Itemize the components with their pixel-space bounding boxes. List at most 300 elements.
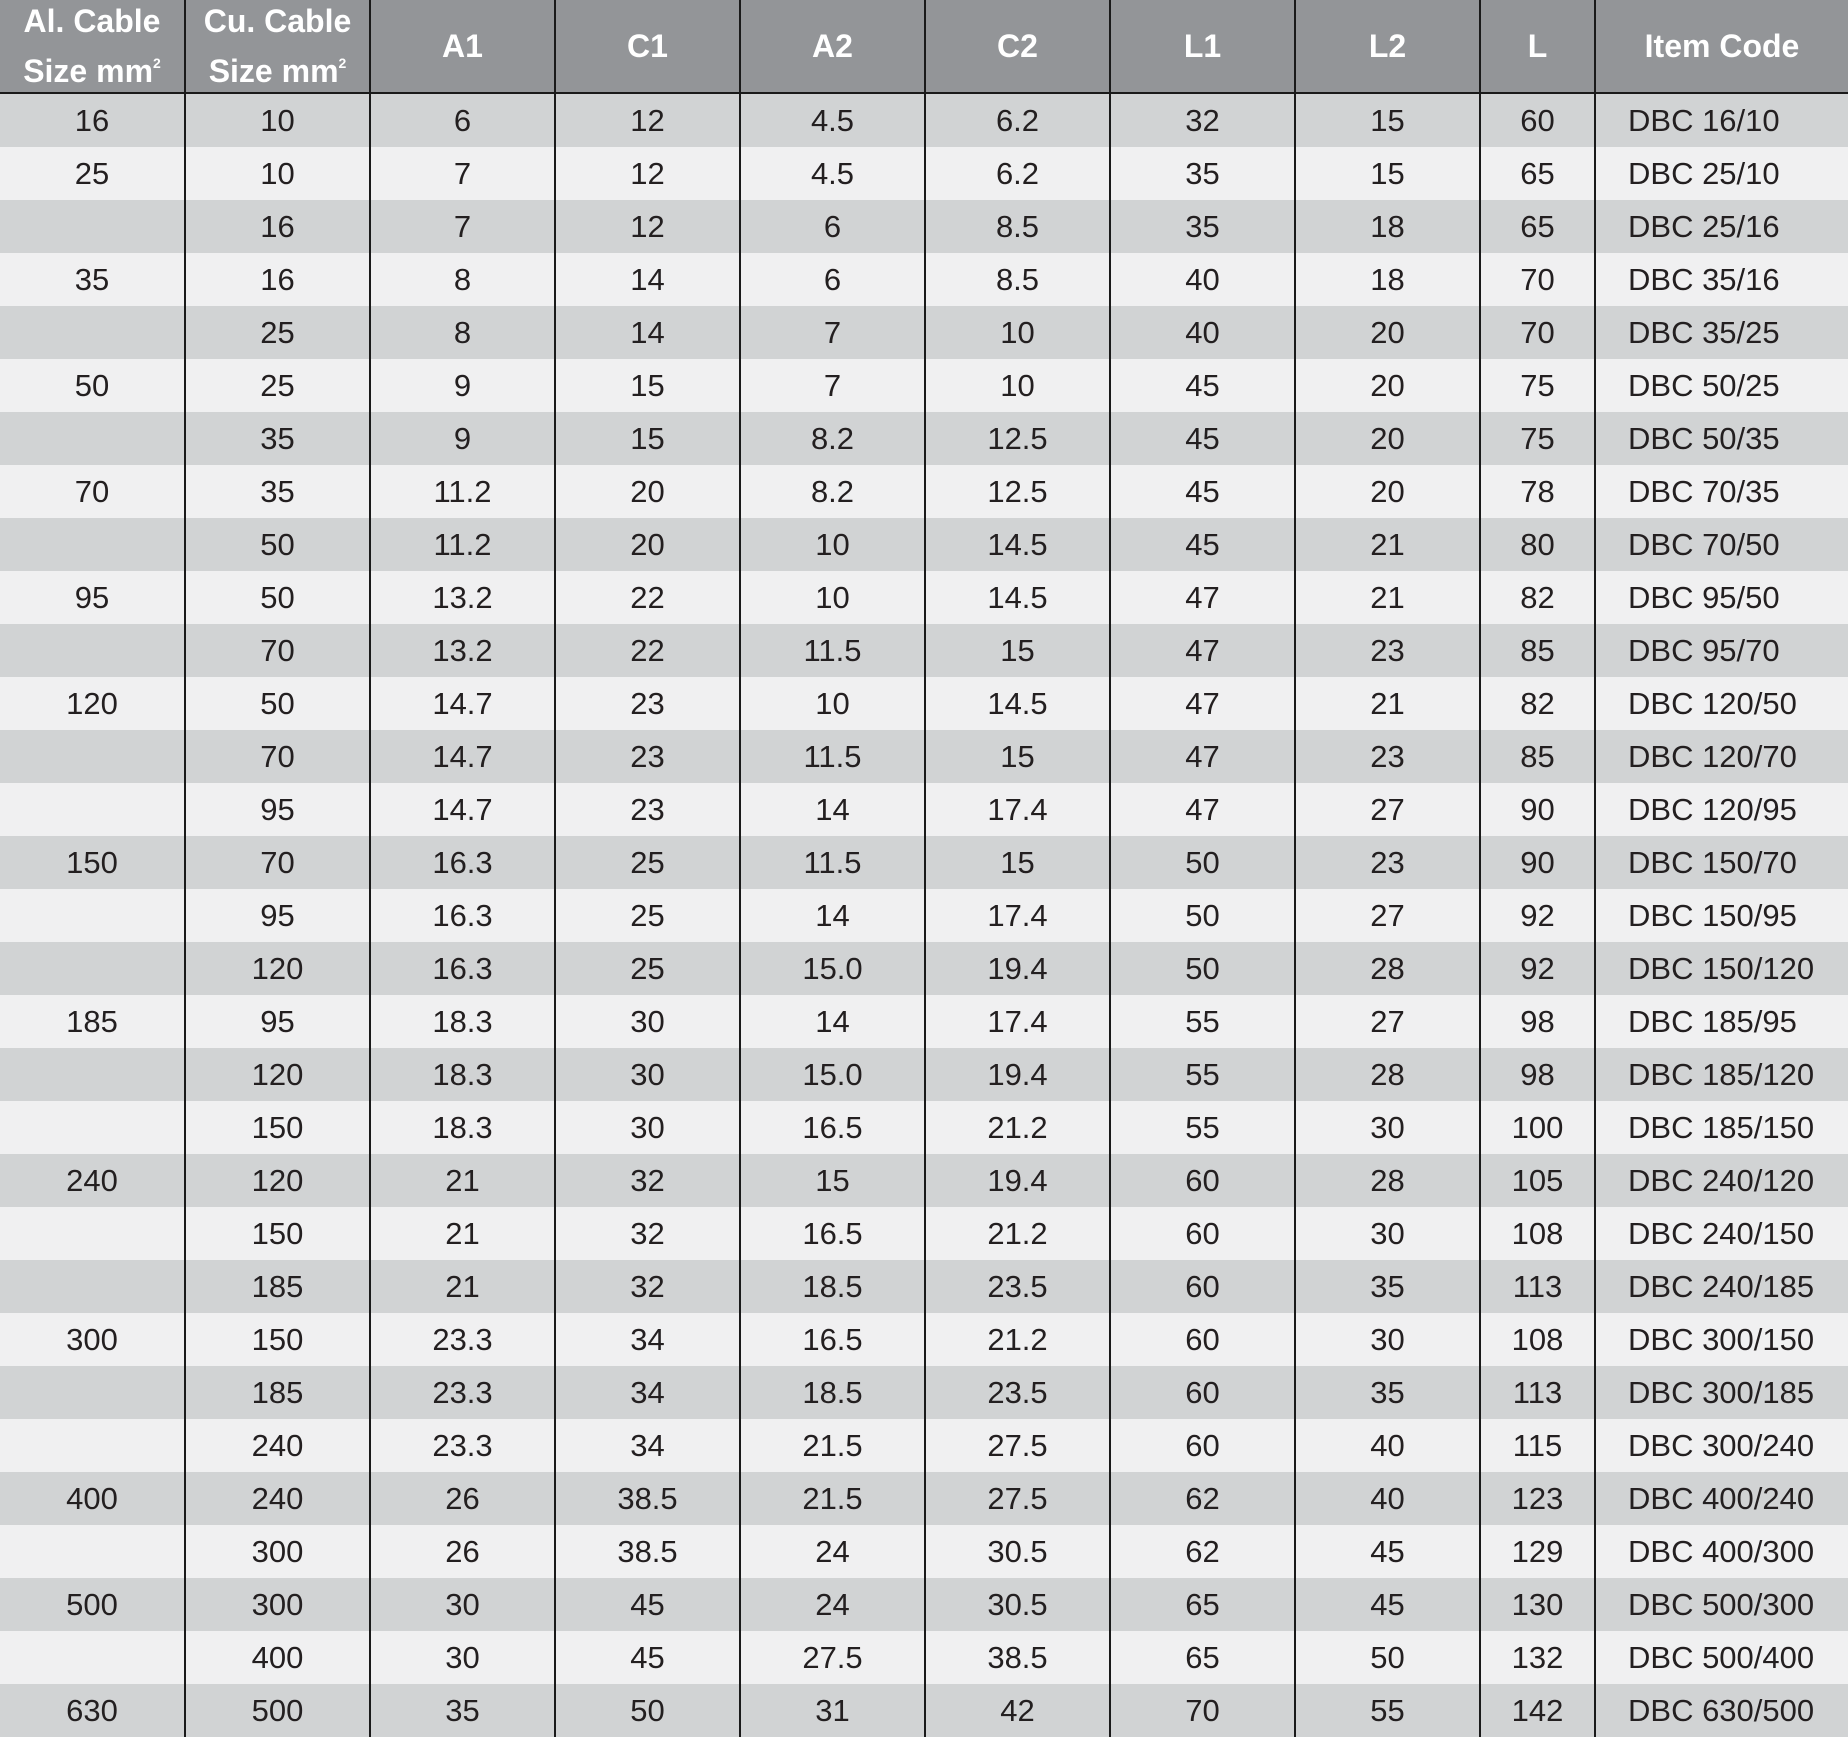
col-header-cu-cable-size: Cu. Cable Size $mm^2$	[185, 0, 370, 93]
c1-cell: 25	[555, 836, 740, 889]
col-header-l: L	[1480, 0, 1595, 93]
a1-cell: 7	[370, 147, 555, 200]
l1-cell: 60	[1110, 1207, 1295, 1260]
cu-size-cell: 500	[185, 1684, 370, 1737]
l1-cell: 50	[1110, 889, 1295, 942]
al-size-cell	[0, 624, 185, 677]
a1-cell: 16.3	[370, 889, 555, 942]
l2-cell: 45	[1295, 1525, 1480, 1578]
al-size-cell	[0, 730, 185, 783]
c1-cell: 50	[555, 1684, 740, 1737]
c2-cell: 23.5	[925, 1366, 1110, 1419]
table-row	[0, 571, 1848, 624]
l-cell: 75	[1480, 359, 1595, 412]
al-size-cell: 185	[0, 995, 185, 1048]
cu-size-cell: 150	[185, 1313, 370, 1366]
item-code-cell: DBC 50/35	[1595, 412, 1848, 465]
al-size-cell	[0, 1101, 185, 1154]
l1-cell: 47	[1110, 571, 1295, 624]
c2-cell: 12.5	[925, 412, 1110, 465]
l1-cell: 35	[1110, 200, 1295, 253]
col-header-c1: C1	[555, 0, 740, 93]
l-cell: 92	[1480, 889, 1595, 942]
l1-cell: 70	[1110, 1684, 1295, 1737]
l-cell: 108	[1480, 1313, 1595, 1366]
col-header-a2: A2	[740, 0, 925, 93]
c1-cell: 34	[555, 1419, 740, 1472]
c1-cell: 22	[555, 624, 740, 677]
l-cell: 70	[1480, 253, 1595, 306]
l2-cell: 40	[1295, 1419, 1480, 1472]
c2-cell: 42	[925, 1684, 1110, 1737]
table-row	[0, 889, 1848, 942]
a2-cell: 8.2	[740, 465, 925, 518]
a1-cell: 9	[370, 412, 555, 465]
col-header-l2: L2	[1295, 0, 1480, 93]
a1-cell: 23.3	[370, 1366, 555, 1419]
al-size-cell	[0, 1048, 185, 1101]
a1-cell: 35	[370, 1684, 555, 1737]
cu-size-cell: 16	[185, 253, 370, 306]
c2-cell: 30.5	[925, 1525, 1110, 1578]
a1-cell: 9	[370, 359, 555, 412]
a2-cell: 16.5	[740, 1313, 925, 1366]
cu-size-cell: 300	[185, 1578, 370, 1631]
c2-cell: 21.2	[925, 1313, 1110, 1366]
l-cell: 132	[1480, 1631, 1595, 1684]
l1-cell: 40	[1110, 253, 1295, 306]
cu-size-cell: 10	[185, 93, 370, 147]
table-row	[0, 306, 1848, 359]
a2-cell: 21.5	[740, 1472, 925, 1525]
c1-cell: 45	[555, 1631, 740, 1684]
l-cell: 130	[1480, 1578, 1595, 1631]
l1-cell: 65	[1110, 1631, 1295, 1684]
cu-size-cell: 50	[185, 518, 370, 571]
al-size-cell: 70	[0, 465, 185, 518]
l1-cell: 45	[1110, 359, 1295, 412]
c2-cell: 8.5	[925, 253, 1110, 306]
a2-cell: 24	[740, 1578, 925, 1631]
l2-cell: 21	[1295, 571, 1480, 624]
l-cell: 60	[1480, 93, 1595, 147]
a1-cell: 13.2	[370, 571, 555, 624]
cu-size-cell: 150	[185, 1101, 370, 1154]
table-row	[0, 783, 1848, 836]
table-row	[0, 1472, 1848, 1525]
l2-cell: 21	[1295, 677, 1480, 730]
c2-cell: 14.5	[925, 518, 1110, 571]
c1-cell: 25	[555, 942, 740, 995]
table-row	[0, 200, 1848, 253]
c1-cell: 30	[555, 1048, 740, 1101]
l2-cell: 28	[1295, 1154, 1480, 1207]
c1-cell: 15	[555, 412, 740, 465]
c1-cell: 23	[555, 677, 740, 730]
l2-cell: 45	[1295, 1578, 1480, 1631]
item-code-cell: DBC 185/150	[1595, 1101, 1848, 1154]
l2-cell: 23	[1295, 836, 1480, 889]
l-cell: 113	[1480, 1260, 1595, 1313]
a1-cell: 21	[370, 1260, 555, 1313]
cu-size-cell: 10	[185, 147, 370, 200]
l-cell: 85	[1480, 730, 1595, 783]
l2-cell: 18	[1295, 200, 1480, 253]
a1-cell: 16.3	[370, 836, 555, 889]
col-header-al-cable-size: Al. Cable Size $mm^2$	[0, 0, 185, 93]
item-code-cell: DBC 16/10	[1595, 93, 1848, 147]
l-cell: 82	[1480, 571, 1595, 624]
l-cell: 90	[1480, 783, 1595, 836]
c1-cell: 12	[555, 93, 740, 147]
al-size-cell	[0, 1260, 185, 1313]
a2-cell: 7	[740, 359, 925, 412]
l2-cell: 23	[1295, 730, 1480, 783]
table-row	[0, 1578, 1848, 1631]
table-row	[0, 1101, 1848, 1154]
l1-cell: 35	[1110, 147, 1295, 200]
c2-cell: 8.5	[925, 200, 1110, 253]
c2-cell: 12.5	[925, 465, 1110, 518]
a1-cell: 7	[370, 200, 555, 253]
c2-cell: 23.5	[925, 1260, 1110, 1313]
l-cell: 70	[1480, 306, 1595, 359]
cu-size-cell: 240	[185, 1419, 370, 1472]
table-row	[0, 518, 1848, 571]
al-size-cell	[0, 1631, 185, 1684]
cu-size-cell: 70	[185, 624, 370, 677]
a1-cell: 14.7	[370, 677, 555, 730]
l-cell: 92	[1480, 942, 1595, 995]
table-row	[0, 93, 1848, 147]
c2-cell: 15	[925, 730, 1110, 783]
a2-cell: 4.5	[740, 93, 925, 147]
al-size-cell	[0, 942, 185, 995]
l1-cell: 50	[1110, 942, 1295, 995]
al-size-cell	[0, 518, 185, 571]
l2-cell: 30	[1295, 1313, 1480, 1366]
item-code-cell: DBC 95/70	[1595, 624, 1848, 677]
c1-cell: 34	[555, 1366, 740, 1419]
l1-cell: 60	[1110, 1313, 1295, 1366]
c2-cell: 14.5	[925, 677, 1110, 730]
l-cell: 100	[1480, 1101, 1595, 1154]
a2-cell: 11.5	[740, 624, 925, 677]
c1-cell: 32	[555, 1154, 740, 1207]
table-row	[0, 624, 1848, 677]
c2-cell: 17.4	[925, 783, 1110, 836]
a1-cell: 30	[370, 1631, 555, 1684]
c1-cell: 15	[555, 359, 740, 412]
c1-cell: 14	[555, 306, 740, 359]
c1-cell: 25	[555, 889, 740, 942]
a1-cell: 8	[370, 306, 555, 359]
cu-size-cell: 35	[185, 465, 370, 518]
a1-cell: 18.3	[370, 995, 555, 1048]
al-size-cell	[0, 1419, 185, 1472]
item-code-cell: DBC 50/25	[1595, 359, 1848, 412]
table-row	[0, 253, 1848, 306]
a2-cell: 16.5	[740, 1207, 925, 1260]
c2-cell: 19.4	[925, 942, 1110, 995]
a2-cell: 24	[740, 1525, 925, 1578]
l-cell: 98	[1480, 1048, 1595, 1101]
l2-cell: 15	[1295, 147, 1480, 200]
table-row	[0, 836, 1848, 889]
cu-size-cell: 400	[185, 1631, 370, 1684]
cu-size-cell: 120	[185, 942, 370, 995]
a2-cell: 11.5	[740, 836, 925, 889]
l1-cell: 62	[1110, 1525, 1295, 1578]
l2-cell: 30	[1295, 1207, 1480, 1260]
l2-cell: 30	[1295, 1101, 1480, 1154]
col-header-c2: C2	[925, 0, 1110, 93]
a1-cell: 21	[370, 1154, 555, 1207]
a1-cell: 21	[370, 1207, 555, 1260]
a1-cell: 8	[370, 253, 555, 306]
header-row	[0, 0, 1848, 93]
l-cell: 105	[1480, 1154, 1595, 1207]
a2-cell: 10	[740, 677, 925, 730]
item-code-cell: DBC 120/50	[1595, 677, 1848, 730]
al-size-cell	[0, 889, 185, 942]
l1-cell: 45	[1110, 412, 1295, 465]
a2-cell: 14	[740, 995, 925, 1048]
a1-cell: 11.2	[370, 465, 555, 518]
c1-cell: 20	[555, 518, 740, 571]
al-size-cell: 240	[0, 1154, 185, 1207]
table-row	[0, 359, 1848, 412]
col-header-item-code: Item Code	[1595, 0, 1848, 93]
cu-size-cell: 185	[185, 1260, 370, 1313]
a2-cell: 15.0	[740, 942, 925, 995]
item-code-cell: DBC 240/120	[1595, 1154, 1848, 1207]
table-row	[0, 1207, 1848, 1260]
l-cell: 113	[1480, 1366, 1595, 1419]
l1-cell: 65	[1110, 1578, 1295, 1631]
l2-cell: 35	[1295, 1366, 1480, 1419]
l1-cell: 47	[1110, 730, 1295, 783]
a1-cell: 18.3	[370, 1101, 555, 1154]
l-cell: 65	[1480, 147, 1595, 200]
l-cell: 98	[1480, 995, 1595, 1048]
l2-cell: 28	[1295, 942, 1480, 995]
c2-cell: 38.5	[925, 1631, 1110, 1684]
c1-cell: 23	[555, 783, 740, 836]
item-code-cell: DBC 95/50	[1595, 571, 1848, 624]
l2-cell: 20	[1295, 306, 1480, 359]
l2-cell: 35	[1295, 1260, 1480, 1313]
a2-cell: 14	[740, 889, 925, 942]
table-row	[0, 1260, 1848, 1313]
item-code-cell: DBC 500/400	[1595, 1631, 1848, 1684]
a2-cell: 18.5	[740, 1366, 925, 1419]
a1-cell: 11.2	[370, 518, 555, 571]
c1-cell: 12	[555, 147, 740, 200]
cu-size-cell: 25	[185, 306, 370, 359]
c2-cell: 6.2	[925, 93, 1110, 147]
l2-cell: 28	[1295, 1048, 1480, 1101]
c2-cell: 10	[925, 306, 1110, 359]
l1-cell: 60	[1110, 1366, 1295, 1419]
c2-cell: 15	[925, 624, 1110, 677]
cu-size-cell: 150	[185, 1207, 370, 1260]
l2-cell: 50	[1295, 1631, 1480, 1684]
item-code-cell: DBC 70/35	[1595, 465, 1848, 518]
al-size-cell: 150	[0, 836, 185, 889]
a2-cell: 14	[740, 783, 925, 836]
c1-cell: 23	[555, 730, 740, 783]
item-code-cell: DBC 150/95	[1595, 889, 1848, 942]
l1-cell: 60	[1110, 1260, 1295, 1313]
l1-cell: 47	[1110, 783, 1295, 836]
item-code-cell: DBC 150/70	[1595, 836, 1848, 889]
c1-cell: 20	[555, 465, 740, 518]
table-row	[0, 1366, 1848, 1419]
col-header-l1: L1	[1110, 0, 1295, 93]
cu-size-cell: 120	[185, 1048, 370, 1101]
item-code-cell: DBC 35/25	[1595, 306, 1848, 359]
cu-size-cell: 120	[185, 1154, 370, 1207]
a1-cell: 26	[370, 1472, 555, 1525]
a2-cell: 7	[740, 306, 925, 359]
al-size-cell: 500	[0, 1578, 185, 1631]
al-size-cell: 630	[0, 1684, 185, 1737]
c2-cell: 17.4	[925, 889, 1110, 942]
cu-size-cell: 300	[185, 1525, 370, 1578]
l-cell: 108	[1480, 1207, 1595, 1260]
item-code-cell: DBC 120/70	[1595, 730, 1848, 783]
l1-cell: 55	[1110, 995, 1295, 1048]
l1-cell: 55	[1110, 1048, 1295, 1101]
cu-size-cell: 35	[185, 412, 370, 465]
cu-size-cell: 240	[185, 1472, 370, 1525]
l2-cell: 23	[1295, 624, 1480, 677]
c2-cell: 21.2	[925, 1101, 1110, 1154]
c2-cell: 10	[925, 359, 1110, 412]
l2-cell: 20	[1295, 465, 1480, 518]
table-row	[0, 1154, 1848, 1207]
l1-cell: 45	[1110, 465, 1295, 518]
table-row	[0, 1419, 1848, 1472]
item-code-cell: DBC 25/10	[1595, 147, 1848, 200]
l1-cell: 55	[1110, 1101, 1295, 1154]
l2-cell: 20	[1295, 412, 1480, 465]
a1-cell: 30	[370, 1578, 555, 1631]
cu-size-cell: 70	[185, 836, 370, 889]
c2-cell: 14.5	[925, 571, 1110, 624]
l-cell: 142	[1480, 1684, 1595, 1737]
cu-size-cell: 16	[185, 200, 370, 253]
l2-cell: 15	[1295, 93, 1480, 147]
l1-cell: 47	[1110, 677, 1295, 730]
table-row	[0, 677, 1848, 730]
c2-cell: 27.5	[925, 1472, 1110, 1525]
al-size-cell: 300	[0, 1313, 185, 1366]
al-size-cell	[0, 1366, 185, 1419]
table-row	[0, 1313, 1848, 1366]
cu-size-cell: 185	[185, 1366, 370, 1419]
cu-size-cell: 95	[185, 783, 370, 836]
l1-cell: 62	[1110, 1472, 1295, 1525]
table-row	[0, 465, 1848, 518]
c1-cell: 14	[555, 253, 740, 306]
c2-cell: 6.2	[925, 147, 1110, 200]
c2-cell: 27.5	[925, 1419, 1110, 1472]
l2-cell: 18	[1295, 253, 1480, 306]
l2-cell: 27	[1295, 783, 1480, 836]
al-size-cell	[0, 306, 185, 359]
table-row	[0, 1525, 1848, 1578]
c1-cell: 38.5	[555, 1472, 740, 1525]
item-code-cell: DBC 185/95	[1595, 995, 1848, 1048]
a2-cell: 10	[740, 518, 925, 571]
l1-cell: 60	[1110, 1154, 1295, 1207]
a1-cell: 6	[370, 93, 555, 147]
a2-cell: 10	[740, 571, 925, 624]
item-code-cell: DBC 300/240	[1595, 1419, 1848, 1472]
c1-cell: 45	[555, 1578, 740, 1631]
a1-cell: 23.3	[370, 1419, 555, 1472]
table-header	[0, 0, 1848, 93]
l1-cell: 40	[1110, 306, 1295, 359]
c1-cell: 30	[555, 995, 740, 1048]
col-header-a1: A1	[370, 0, 555, 93]
al-size-cell: 50	[0, 359, 185, 412]
c1-cell: 12	[555, 200, 740, 253]
a2-cell: 8.2	[740, 412, 925, 465]
item-code-cell: DBC 400/240	[1595, 1472, 1848, 1525]
l2-cell: 27	[1295, 889, 1480, 942]
c1-cell: 32	[555, 1207, 740, 1260]
a1-cell: 14.7	[370, 730, 555, 783]
table-row	[0, 147, 1848, 200]
item-code-cell: DBC 25/16	[1595, 200, 1848, 253]
al-size-cell: 400	[0, 1472, 185, 1525]
c2-cell: 19.4	[925, 1154, 1110, 1207]
table-row	[0, 1631, 1848, 1684]
l-cell: 78	[1480, 465, 1595, 518]
item-code-cell: DBC 120/95	[1595, 783, 1848, 836]
a2-cell: 16.5	[740, 1101, 925, 1154]
table-row	[0, 995, 1848, 1048]
al-size-cell	[0, 1525, 185, 1578]
c1-cell: 32	[555, 1260, 740, 1313]
item-code-cell: DBC 300/185	[1595, 1366, 1848, 1419]
al-size-cell	[0, 1207, 185, 1260]
a2-cell: 4.5	[740, 147, 925, 200]
cu-size-cell: 50	[185, 571, 370, 624]
item-code-cell: DBC 240/185	[1595, 1260, 1848, 1313]
a1-cell: 13.2	[370, 624, 555, 677]
l1-cell: 45	[1110, 518, 1295, 571]
a2-cell: 15	[740, 1154, 925, 1207]
a1-cell: 16.3	[370, 942, 555, 995]
l-cell: 115	[1480, 1419, 1595, 1472]
l2-cell: 55	[1295, 1684, 1480, 1737]
table-row	[0, 1048, 1848, 1101]
table-row	[0, 412, 1848, 465]
a2-cell: 31	[740, 1684, 925, 1737]
al-size-cell: 35	[0, 253, 185, 306]
table-row	[0, 1684, 1848, 1737]
cu-size-cell: 95	[185, 995, 370, 1048]
a1-cell: 14.7	[370, 783, 555, 836]
table-body	[0, 93, 1848, 1737]
l1-cell: 50	[1110, 836, 1295, 889]
a2-cell: 27.5	[740, 1631, 925, 1684]
l-cell: 75	[1480, 412, 1595, 465]
